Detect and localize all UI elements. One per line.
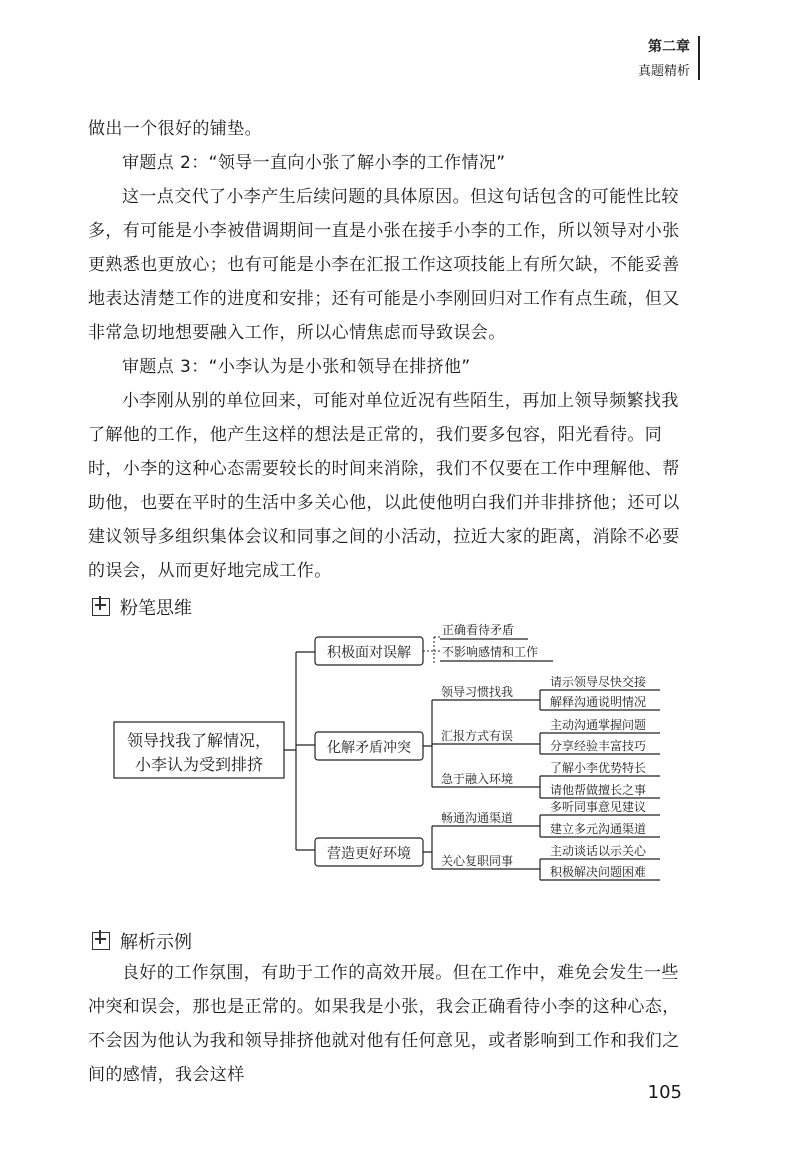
paragraph-6: 良好的工作氛围，有助于工作的高效开展。但在工作中，难免会发生一些冲突和误会，那也是正常的。如果我是小张，我会正确看待小李的这种心态，不会因为他认为我和领导排挤他就对他有任何意见，或者影响到工作和我们之间的感情，我会这样 [88,963,680,1085]
mindmap-branch-1-connector [423,637,440,664]
paragraph-5: 小李刚从别的单位回来，可能对单位近况有些陌生，再加上领导频繁找我了解他的工作，他产生这样的想法是正常的，我们要多包容，阳光看待。同时，小李的这种心态需要较长的时间来消除，我们不仅要在工作中理解他、帮助他，也要在平时的生活中多关心他，以此使他明白我们并非排挤他；还可以建议领导多组织集体会议和同事之间的小活动，拉近大家的距离，消除不必要的误会，从而更好地完成工作。 [88,391,680,581]
mindmap-b2-leaf-2: 解释沟通说明情况 [550,695,647,709]
paragraph-1: 做出一个很好的铺垫。 [88,119,262,139]
paragraph-3: 这一点交代了小李产生后续问题的具体原因。但这句话包含的可能性比较多，有可能是小李被借调期间一直是小张在接手小李的工作，所以领导对小张更熟悉也更放心；也有可能是小李在汇报工作这项技能上有所欠缺，不能妥善地表达清楚工作的进度和安排；还有可能是小李刚回归对工作有点生疏，但又非常急切地想要融入工作，所以心情焦虑而导致误会。 [88,187,680,343]
mindmap-b3-leaf-2: 建立多元沟通渠道 [550,822,647,836]
mindmap-b3-leaf-3: 主动谈话以示关心 [550,844,647,858]
mindmap-root-line1: 领导找我了解情况， [126,731,272,750]
mindmap-b3-sub-2: 关心复职同事 [441,854,514,868]
mindmap-b2-sub-1: 领导习惯找我 [441,685,514,699]
mindmap-root-connector [284,652,315,850]
mindmap-b2-leaf-5: 了解小李优势特长 [550,761,647,775]
mindmap-b2-leaf-6: 请他帮做擅长之事 [550,783,647,797]
page-number: 105 [647,1082,682,1103]
mindmap-b3-leaf-1: 多听同事意见建议 [550,800,647,814]
mindmap-b1-leaf-1: 正确看待矛盾 [442,623,515,637]
analysis-heading [92,928,192,954]
mindmap-b2-sub-2-connector [530,733,548,754]
review-point-3: 审题点 3：“小李认为是小张和领导在排挤他” [122,357,471,377]
mindmap-branch-1-label: 积极面对误解 [327,645,411,661]
mindmap-heading-label: 粉笔思维 [120,598,192,619]
review-point-2: 审题点 2：“领导一直向小张了解小李的工作情况” [122,153,506,173]
mindmap-root-line2: 小李认为受到排挤 [134,755,264,774]
mindmap-b2-sub-3-connector [530,776,548,798]
section-title-header: 真题精析 [637,64,690,79]
mindmap-b2-sub-1-connector [530,690,548,710]
mindmap-b1-leaf-2: 不影响感情和工作 [442,645,539,659]
mindmap-b3-sub-2-connector [530,859,548,880]
analysis-icon [92,932,110,950]
mindmap-branch-2-label: 化解矛盾冲突 [327,740,411,756]
chapter-title: 第二章 [648,39,690,55]
mindmap-b2-leaf-3: 主动沟通掌握问题 [550,718,647,732]
mindmap-b2-sub-3: 急于融入环境 [441,772,514,786]
mindmap-branch-3-label: 营造更好环境 [327,846,411,862]
mindmap-b3-sub-1: 畅通沟通渠道 [441,811,514,825]
mindmap-b2-leaf-4: 分享经验丰富技巧 [550,739,647,753]
mindmap-b2-leaf-1: 请示领导尽快交接 [550,675,647,689]
mindmap-b2-sub-2: 汇报方式有误 [441,729,514,743]
mindmap-b3-sub-1-connector [530,815,548,837]
analysis-heading-label: 解析示例 [120,932,192,953]
mindmap-b3-leaf-4: 积极解决问题困难 [550,865,647,879]
